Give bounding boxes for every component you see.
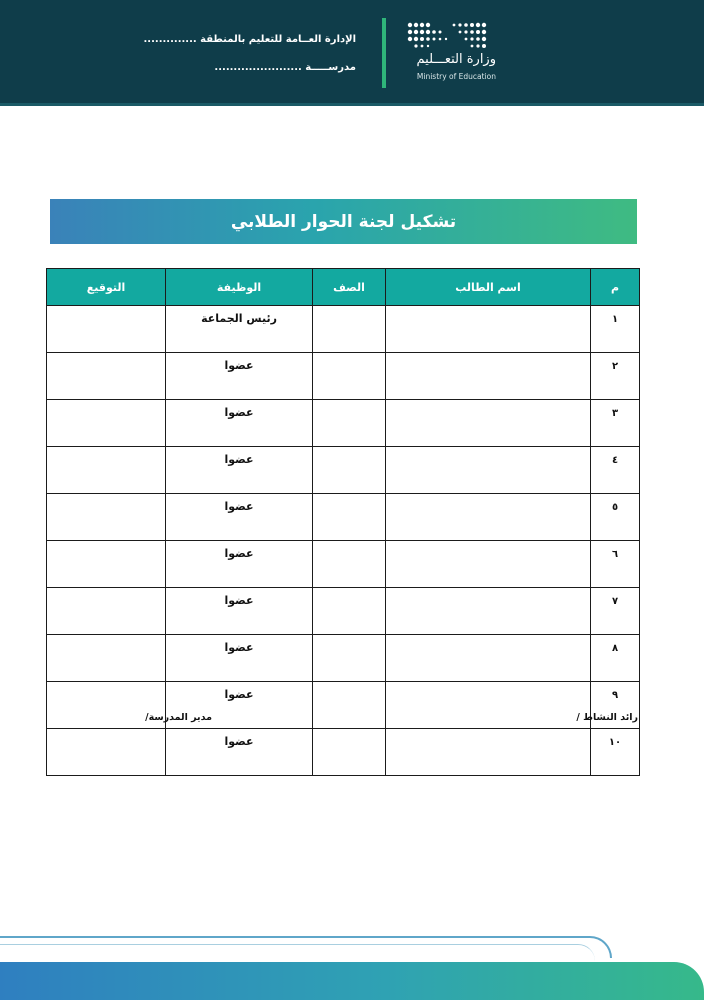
student-name-cell (386, 541, 591, 588)
col-signature: التوقيع (47, 269, 166, 306)
signature-cell (47, 588, 166, 635)
signature-cell (47, 353, 166, 400)
grade-cell (313, 400, 386, 447)
header-bottom-line (0, 103, 704, 106)
table-row (47, 729, 640, 776)
row-number: ٢ (591, 353, 640, 400)
grade-cell (313, 635, 386, 682)
table-row (47, 353, 640, 400)
role-cell: رئيس الجماعة (166, 306, 313, 353)
grade-cell (313, 447, 386, 494)
row-number: ٣ (591, 400, 640, 447)
grade-cell (313, 682, 386, 729)
row-number: ٧ (591, 588, 640, 635)
student-name-cell (386, 447, 591, 494)
table-row (47, 494, 640, 541)
grade-cell (313, 729, 386, 776)
title-banner (50, 199, 637, 244)
table-header-row (47, 269, 640, 306)
table-row (47, 635, 640, 682)
signature-cell (47, 447, 166, 494)
role-cell: عضوا (166, 447, 313, 494)
student-name-cell (386, 635, 591, 682)
student-name-cell (386, 306, 591, 353)
row-number: ٥ (591, 494, 640, 541)
role-cell: عضوا (166, 635, 313, 682)
grade-cell (313, 588, 386, 635)
student-name-cell (386, 400, 591, 447)
grade-cell (313, 353, 386, 400)
role-cell: عضوا (166, 729, 313, 776)
activity-leader-signature: رائد النشاط / (576, 712, 638, 723)
table-row (47, 447, 640, 494)
ministry-name-arabic: وزارة التعـــليم (416, 52, 496, 67)
table-row (47, 588, 640, 635)
student-name-cell (386, 494, 591, 541)
table-row (47, 682, 640, 729)
col-grade: الصف (313, 269, 386, 306)
ministry-name-english: Ministry of Education (416, 72, 496, 81)
role-cell: عضوا (166, 682, 313, 729)
role-cell: عضوا (166, 353, 313, 400)
role-cell: عضوا (166, 588, 313, 635)
row-number: ٩ (591, 682, 640, 729)
grade-cell (313, 306, 386, 353)
principal-signature: مدير المدرسة/ (145, 712, 212, 723)
student-name-cell (386, 729, 591, 776)
footer-band (0, 962, 704, 1000)
role-cell: عضوا (166, 494, 313, 541)
row-number: ٦ (591, 541, 640, 588)
signature-cell (47, 400, 166, 447)
table-row (47, 541, 640, 588)
ministry-logo-dots-icon (404, 20, 488, 50)
col-number: م (591, 269, 640, 306)
signature-cell (47, 635, 166, 682)
row-number: ٨ (591, 635, 640, 682)
committee-table (46, 268, 640, 776)
signature-cell (47, 494, 166, 541)
student-name-cell (386, 588, 591, 635)
signature-cell (47, 541, 166, 588)
grade-cell (313, 541, 386, 588)
signature-cell (47, 306, 166, 353)
role-cell: عضوا (166, 541, 313, 588)
col-student-name: اسم الطالب (386, 269, 591, 306)
document-header (0, 0, 704, 105)
signature-cell (47, 729, 166, 776)
student-name-cell (386, 682, 591, 729)
row-number: ٤ (591, 447, 640, 494)
col-role: الوظيفة (166, 269, 313, 306)
page-title: تشكيل لجنة الحوار الطلابي (230, 211, 457, 232)
grade-cell (313, 494, 386, 541)
directorate-line: الإدارة العــامة للتعليم بالمنطقة .............. (143, 34, 356, 45)
student-name-cell (386, 353, 591, 400)
header-divider (382, 18, 386, 88)
school-line: مدرســـــة ....................... (214, 62, 356, 73)
ministry-logo (400, 16, 500, 88)
table-row (47, 306, 640, 353)
table-row (47, 400, 640, 447)
footer-curve-line-thin (0, 944, 595, 961)
row-number: ١ (591, 306, 640, 353)
row-number: ١٠ (591, 729, 640, 776)
role-cell: عضوا (166, 400, 313, 447)
